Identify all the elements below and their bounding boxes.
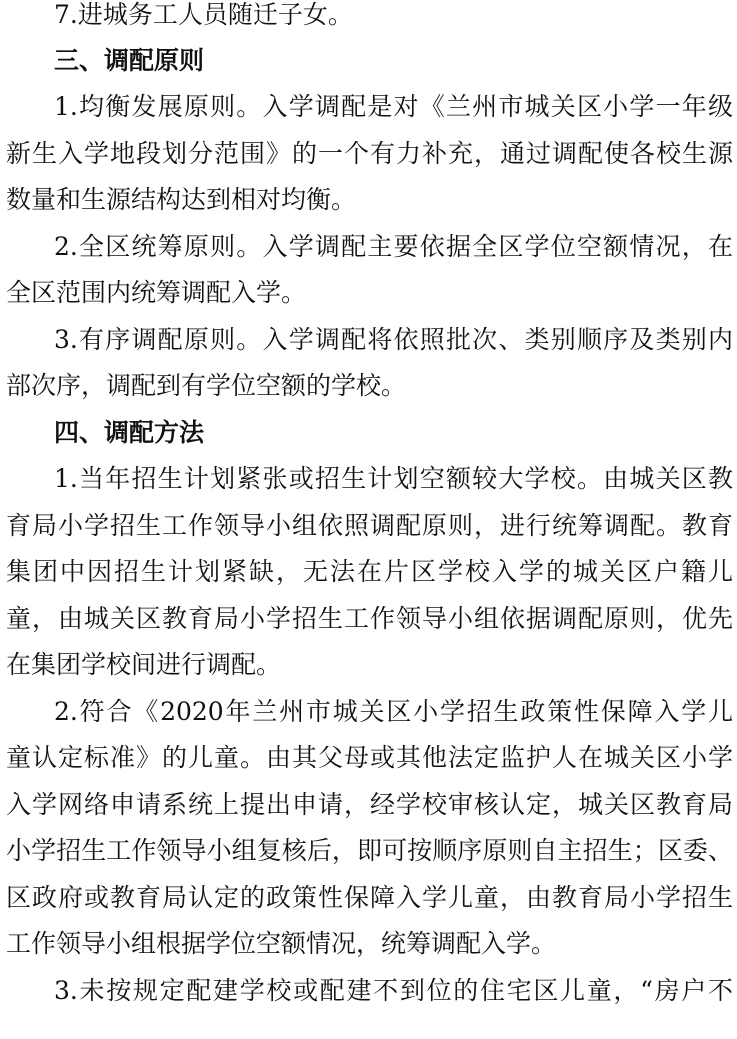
paragraph-line: 区政府或教育局认定的政策性保障入学儿童，由教育局小学招生 (6, 883, 733, 912)
paragraph-line: 新生入学地段划分范围》的一个有力补充，通过调配使各校生源 (6, 139, 733, 168)
paragraph-line: 1.当年招生计划紧张或招生计划空额较大学校。由城关区教 (54, 464, 733, 493)
paragraph-line: 童，由城关区教育局小学招生工作领导小组依据调配原则，优先 (6, 604, 733, 633)
section-heading: 三、调配原则 (54, 46, 205, 75)
paragraph-line: 入学网络申请系统上提出申请，经学校审核认定，城关区教育局 (6, 790, 733, 819)
paragraph-line: 数量和生源结构达到相对均衡。 (6, 185, 357, 214)
paragraph-line: 在集团学校间进行调配。 (6, 650, 282, 679)
paragraph-line: 3.未按规定配建学校或配建不到位的住宅区儿童，“房户不 (54, 976, 733, 1005)
paragraph-line: 童认定标准》的儿童。由其父母或其他法定监护人在城关区小学 (6, 743, 733, 772)
paragraph-line: 7.进城务工人员随迁子女。 (54, 0, 353, 29)
paragraph-line: 部次序，调配到有学位空额的学校。 (6, 371, 407, 400)
paragraph-line: 1.均衡发展原则。入学调配是对《兰州市城关区小学一年级 (54, 92, 733, 121)
paragraph-line: 2.符合《2020年兰州市城关区小学招生政策性保障入学儿 (54, 697, 733, 726)
paragraph-line: 工作领导小组根据学位空额情况，统筹调配入学。 (6, 929, 557, 958)
paragraph-line: 3.有序调配原则。入学调配将依照批次、类别顺序及类别内 (54, 325, 733, 354)
paragraph-line: 小学招生工作领导小组复核后，即可按顺序原则自主招生；区委、 (6, 836, 733, 865)
section-heading: 四、调配方法 (54, 418, 205, 447)
paragraph-line: 全区范围内统筹调配入学。 (6, 278, 307, 307)
paragraph-line: 2.全区统筹原则。入学调配主要依据全区学位空额情况，在 (54, 232, 733, 261)
paragraph-line: 育局小学招生工作领导小组依照调配原则，进行统筹调配。教育 (6, 511, 733, 540)
paragraph-line: 集团中因招生计划紧缺，无法在片区学校入学的城关区户籍儿 (6, 557, 733, 586)
